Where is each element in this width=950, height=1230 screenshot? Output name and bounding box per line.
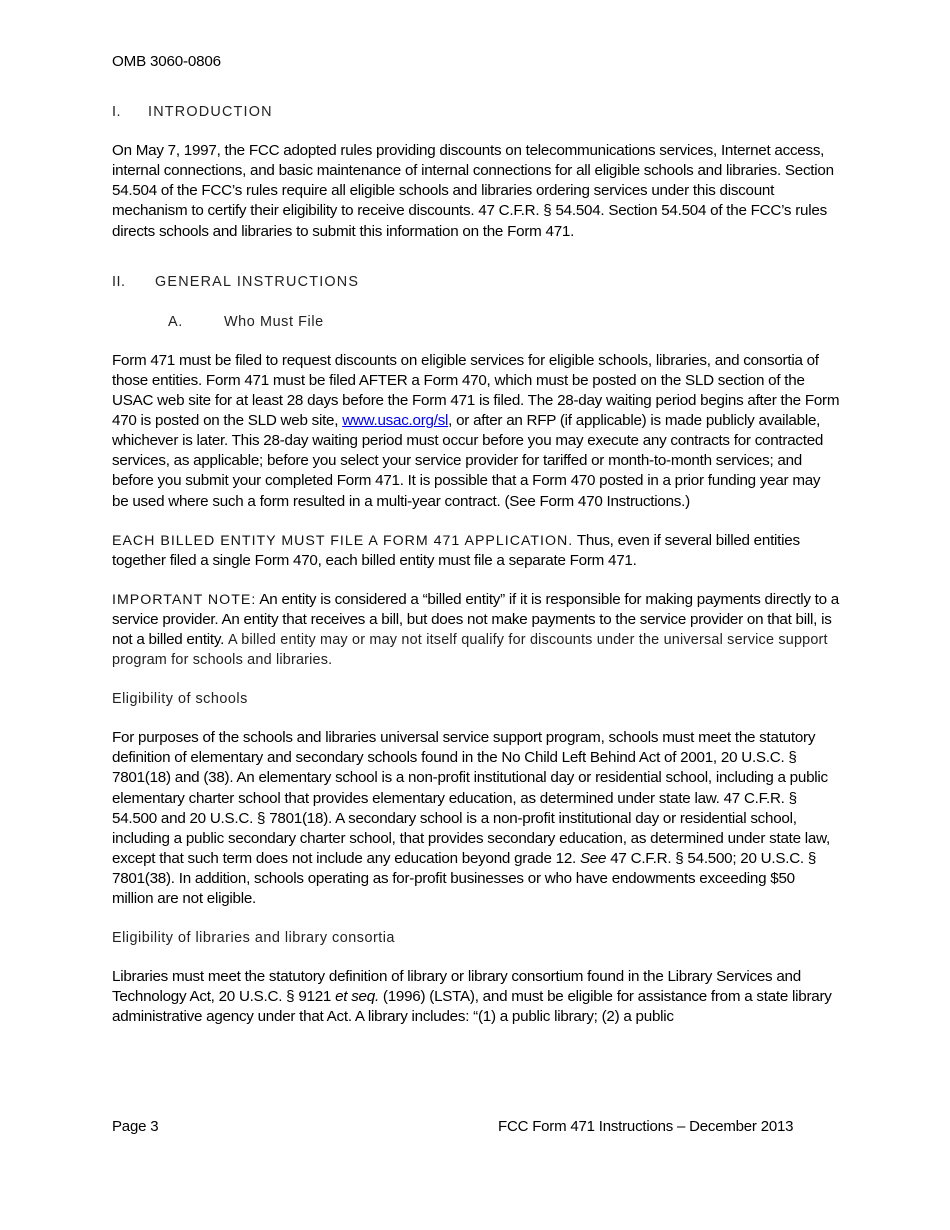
eligibility-schools-heading: Eligibility of schools (112, 691, 248, 708)
billed-entity-paragraph (112, 531, 840, 571)
paragraph-text: For purposes of the schools and libraries universal service support program, schools must meet the statutory definition of elementary and secondary schools found in the No Child Left Behind Act of 2001, 20 U.S.C. § 7801(18) and (38). An elementary school is a non-profit institutional day or residential school, including a public elementary charter school that provides elementary education, as determined under state law. 47 C.F.R. § 54.500 and 20 U.S.C. § 7801(18). A secondary school is a non-profit institutional day or residential school, including a public secondary charter school, that provides secondary education, as determined under state law, except that such term does not include any education beyond grade 12. (112, 729, 830, 867)
paragraph-text: , or after an RFP (if applicable) is made publicly available, whichever is later. This 28-day waiting period must occur before you may execute any contracts for contracted services, as applicable; before you select your service provider for tariffed or month-to-month services; and before you submit your completed Form 471. It is possible that a Form 470 posted in a prior funding year may be used where such a form resulted in a multi-year contract. (See Form 470 Instructions.) (112, 412, 824, 510)
important-note-label: IMPORTANT NOTE: (112, 591, 257, 608)
billed-entity-note: A billed entity may or may not itself qualify for discounts under the universal service support program for schools and libraries. (112, 631, 828, 669)
page-content (112, 52, 840, 1027)
section-title: GENERAL INSTRUCTIONS (155, 273, 360, 290)
paragraph-text: Thus, even if several billed entities together filed a single Form 470, each billed entity must file a separate Form 471. (112, 531, 800, 569)
subsection-heading-who-must-file (112, 312, 840, 332)
paragraph-text: (1996) (LSTA), and must be eligible for assistance from a state library administrative agency under that Act. A library includes: “(1) a public library; (2) a public (112, 988, 832, 1026)
section-heading-general-instructions (112, 272, 840, 292)
who-must-file-paragraph (112, 351, 840, 512)
section-number: II. (112, 273, 126, 290)
eligibility-libraries-heading: Eligibility of libraries and library consortia (112, 930, 395, 947)
billed-entity-emphasis: EACH BILLED ENTITY MUST FILE A FORM 471 APPLICATION. (112, 532, 574, 549)
section-heading-introduction (112, 102, 840, 122)
omb-number: OMB 3060-0806 (112, 53, 221, 70)
page-footer (112, 1118, 840, 1135)
et-seq-citation: et seq. (335, 988, 379, 1006)
subsection-title: Who Must File (224, 313, 324, 330)
paragraph-text: An entity is considered a “billed entity” if it is responsible for making payments directly to a service provider. An entity that receives a bill, but does not make payments to the service provider on that bill, is not a billed entity. (112, 590, 839, 648)
introduction-paragraph: On May 7, 1997, the FCC adopted rules providing discounts on telecommunications services, Internet access, internal connections, and basic maintenance of internal connections for all eligible schools and libraries. Section 54.504 of the FCC’s rules require all eligible schools and libraries ordering services under this discount mechanism to certify their eligibility to receive discounts. 47 C.F.R. § 54.504. Section 54.504 of the FCC’s rules directs schools and libraries to submit this information on the Form 471. (112, 142, 834, 240)
eligibility-schools-paragraph (112, 728, 840, 909)
see-citation-signal: See (579, 849, 607, 867)
footer-document-title: FCC Form 471 Instructions – December 2013 (498, 1118, 794, 1135)
paragraph-text: Libraries must meet the statutory definition of library or library consortium found in the Library Services and Technology Act, 20 U.S.C. § 9121 (112, 968, 801, 1006)
section-title: INTRODUCTION (148, 104, 273, 121)
usac-website-link[interactable]: www.usac.org/sl (342, 412, 449, 430)
important-note-paragraph (112, 590, 840, 670)
page-number: Page 3 (112, 1118, 159, 1135)
paragraph-text: 47 C.F.R. § 54.500; 20 U.S.C. § 7801(38). In addition, schools operating as for-profit businesses or who have endowments exceeding $50 million are not eligible. (112, 849, 817, 907)
section-number: I. (112, 104, 121, 121)
paragraph-text: Form 471 must be filed to request discounts on eligible services for eligible schools, libraries, and consortia of those entities. Form 471 must be filed AFTER a Form 470, which must be posted on the SLD section of the USAC web site for at least 28 days before the Form 471 is filed. The 28-day waiting period begins after the Form 470 is posted on the SLD web site, (112, 351, 840, 430)
subsection-number: A. (168, 313, 183, 330)
eligibility-libraries-paragraph (112, 967, 840, 1027)
